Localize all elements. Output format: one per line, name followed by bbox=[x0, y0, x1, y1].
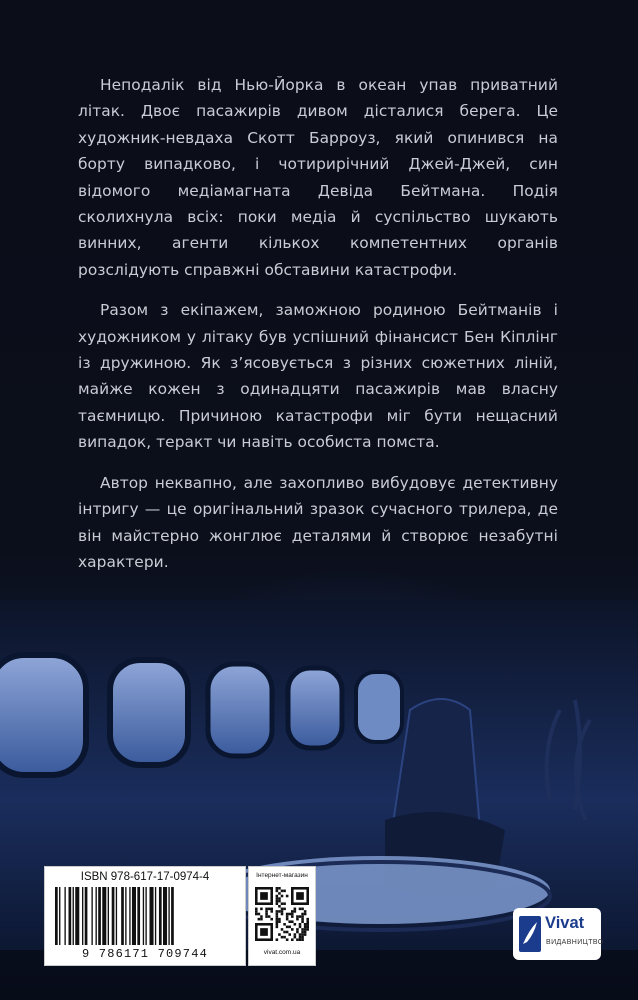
qr-top-caption: Інтернет-магазин bbox=[256, 872, 308, 879]
book-blurb bbox=[78, 72, 558, 589]
blurb-paragraph-1: Неподалік від Нью-Йорка в океан упав приватний літак. Двоє пасажирів дивом дісталися берега. Це художник-невдаха Скотт Барроуз, який опинився на борту випадково, і чотирирічний Джей-Джей, син відомого медіамагната Девіда Бейтмана. Подія сколихнула всіх: поки медіа й суспільство шукають винних, агенти кількох компетентних органів розслідують справжні обставини катастрофи. bbox=[78, 76, 558, 279]
isbn-barcode bbox=[44, 866, 246, 966]
pen-nib-icon bbox=[519, 916, 541, 952]
barcode-bars bbox=[55, 887, 235, 947]
blurb-paragraph-2: Разом з екіпажем, заможною родиною Бейтманів і художником у літаку був успішний фінансист Бен Кіплінг із дружиною. Як з’ясовується з різних сюжетних ліній, майже кожен з одинадцяти пасажирів мав власну таємницю. Причиною катастрофи міг бути нещасний випадок, теракт чи навіть особиста помста. bbox=[78, 301, 558, 452]
isbn-label: ISBN 978-617-17-0974-4 bbox=[80, 871, 210, 883]
publisher-subtitle: ВИДАВНИЦТВО bbox=[546, 939, 604, 946]
qr-code-block bbox=[248, 866, 316, 966]
qr-code-icon bbox=[255, 887, 309, 941]
publisher-logo bbox=[513, 908, 604, 960]
publisher-name: Vivat bbox=[545, 914, 585, 932]
isbn-digits: 9 786171 709744 bbox=[81, 947, 209, 961]
qr-bottom-caption: vivat.com.ua bbox=[263, 949, 301, 956]
blurb-paragraph-3: Автор неквапно, але захопливо вибудовує детективну інтригу — це оригінальний зразок сучасного трилера, де він майстерно жонглює деталями й створює незабутні характери. bbox=[78, 473, 558, 571]
